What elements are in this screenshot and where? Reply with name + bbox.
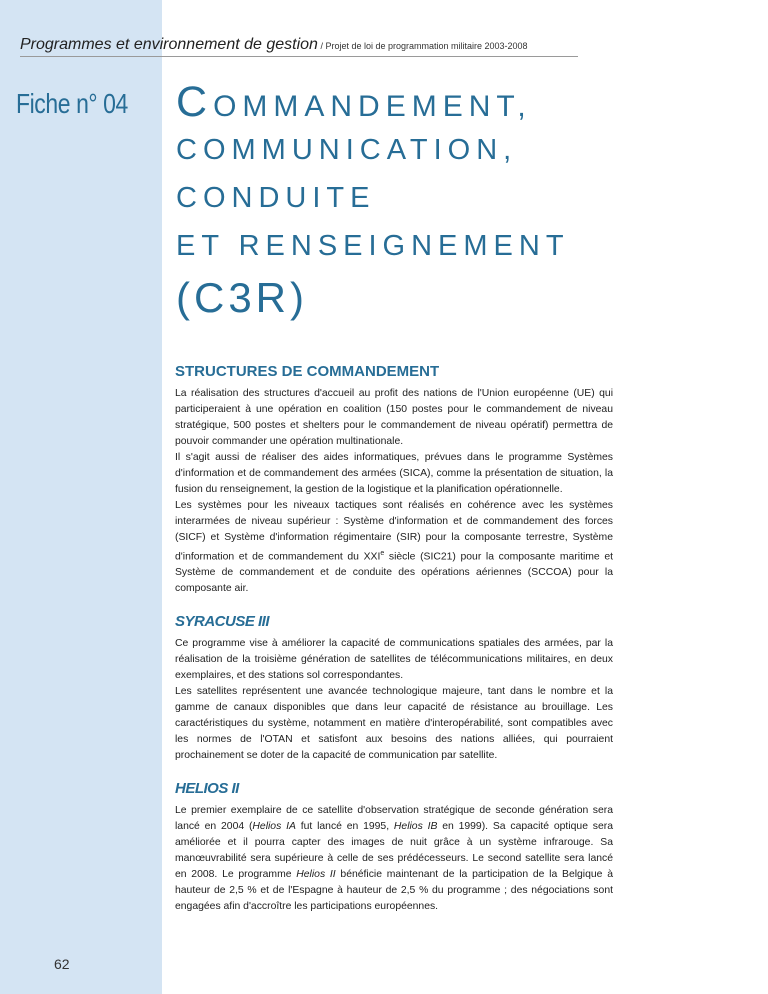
- text-run: Les systèmes pour les niveaux tactiques sont réalisés en cohérence avec les systèmes interarmées de niveau supérieur : Système d'information et de commandement des forces (SICF) et Système d'information régimentaire (SIR) pour la composante terrestre, Système d'information et de commandement du XXI: [175, 500, 613, 563]
- fiche-label: Fiche n° 04: [16, 88, 128, 119]
- italic-run: Helios IB: [393, 821, 438, 833]
- text-run: en 1999). Sa capacité optique sera améliorée et il pourra capter des images de nuit grâce à un système infrarouge. Sa manœuvrabilité sera supérieure à celle de ses prédécesseurs. Le second satellite sera lancé en 2008. Le programme: [175, 821, 613, 881]
- title-initial: C: [176, 78, 214, 126]
- paragraph: Les satellites représentent une avancée technologique majeure, tant dans le nombre et la gamme de canaux disponibles que dans leur capacité de résistance au brouillage. Les caractéristiques du système, notamment en matière d'interopérabilité, sont compatibles avec les normes de l'OTAN et satisfont aux besoins des nations alliées, qui pourraient prochainement se doter de la capacité de communication par satellite.: [175, 686, 613, 762]
- section-body: [175, 636, 613, 764]
- paragraph: Ce programme vise à améliorer la capacité de communications spatiales des armées, par la réalisation de la troisième génération de satellites de télécommunications militaires, en deux exemplaires, et des stations sol correspondantes.: [175, 638, 613, 682]
- sidebar-band: [0, 0, 162, 994]
- header-separator: /: [317, 41, 326, 51]
- paragraph: [175, 803, 613, 915]
- italic-run: Helios IA: [252, 821, 296, 833]
- section-heading: STRUCTURES DE COMMANDEMENT: [175, 363, 440, 380]
- superscript: e: [380, 550, 385, 557]
- page-title: [176, 78, 626, 326]
- main-content: [175, 362, 613, 915]
- title-line-2: COMMUNICATION,: [176, 134, 518, 166]
- section-structures: [175, 362, 613, 597]
- title-line-4: ET RENSEIGNEMENT: [176, 230, 570, 262]
- title-line-5: (C3R): [176, 274, 308, 321]
- section-heading: SYRACUSE III: [175, 613, 270, 631]
- text-run: Le premier exemplaire de ce satellite d'observation stratégique de seconde génération sera lancé en 2004 (: [175, 805, 613, 833]
- paragraph: [175, 498, 613, 597]
- title-line-3: CONDUITE: [176, 182, 376, 214]
- header-main: Programmes et environnement de gestion: [20, 36, 318, 53]
- header-sub: Projet de loi de programmation militaire 2003-2008: [325, 41, 528, 51]
- running-header: [20, 36, 580, 54]
- section-body: [175, 803, 613, 915]
- title-line-1: [176, 78, 626, 126]
- section-syracuse: [175, 612, 613, 764]
- page-number: 62: [54, 956, 70, 972]
- text-run: bénéficie maintenant de la participation de la Belgique à hauteur de 2,5 % et de l'Espagne à hauteur de 2,5 % du programme ; des négociations sont engagées afin d'accroître les participations européennes.: [175, 869, 613, 913]
- section-heading: HELIOS II: [175, 780, 239, 798]
- title-line-1-rest: OMMANDEMENT,: [213, 90, 532, 123]
- paragraph: Il s'agit aussi de réaliser des aides informatiques, prévues dans le programme Systèmes d'information et de commandement des armées (SICA), comme la présentation de situation, la fusion du renseignement, la gestion de la logistique et la planification opérationnelle.: [175, 452, 613, 495]
- section-helios: [175, 779, 613, 915]
- paragraph: La réalisation des structures d'accueil au profit des nations de l'Union européenne (UE) qui participeraient à une opération en coalition (150 postes pour le commandement de niveau stratégique, 500 postes et shelters pour le commandement de niveau opératif) permettra de pouvoir commander une opération multinationale.: [175, 388, 613, 447]
- section-body: [175, 386, 613, 597]
- header-rule: [20, 56, 578, 57]
- text-run: siècle (SIC21) pour la composante maritime et Système de commandement et de conduite des opérations aériennes (SCCOA) pour la composante air.: [175, 551, 613, 595]
- text-run: fut lancé en 1995,: [295, 821, 394, 833]
- italic-run: Helios II: [296, 869, 336, 881]
